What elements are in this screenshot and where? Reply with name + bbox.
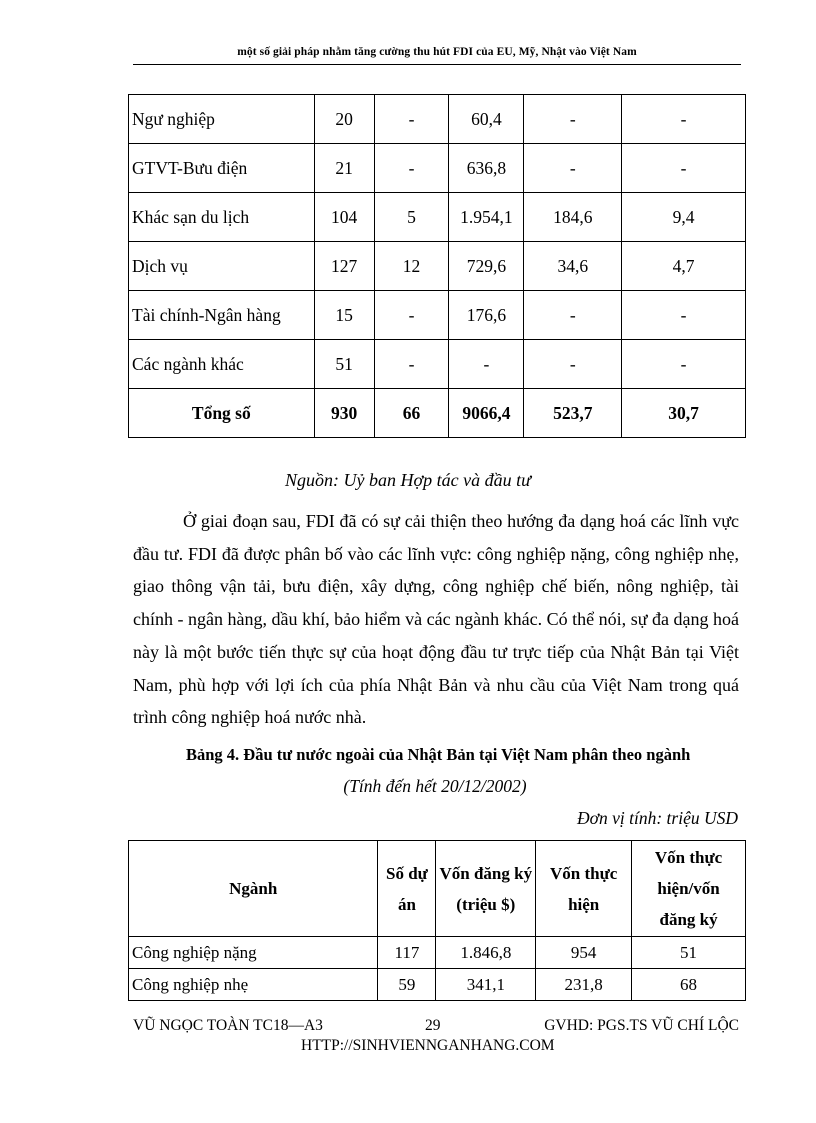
cell: 4,7: [622, 242, 746, 291]
cell: 1.846,8: [436, 937, 536, 969]
sector-table-continued: [128, 94, 746, 438]
cell: -: [524, 95, 622, 144]
cell: -: [374, 95, 449, 144]
cell: 51: [314, 340, 374, 389]
sector-name: Ngư nghiệp: [129, 95, 315, 144]
page-header: một số giải pháp nhằm tăng cường thu hút FDI của EU, Mỹ, Nhật vào Việt Nam: [237, 46, 637, 58]
cell: 523,7: [524, 389, 622, 438]
cell: 117: [378, 937, 436, 969]
cell: -: [524, 291, 622, 340]
footer-author: VŨ NGỌC TOÀN TC18—A3: [133, 1017, 323, 1034]
cell: -: [374, 291, 449, 340]
table-row: [129, 144, 746, 193]
cell: -: [622, 340, 746, 389]
col-header-projects: Số dự án: [378, 841, 436, 937]
cell: 5: [374, 193, 449, 242]
table-subtitle: (Tính đến hết 20/12/2002): [343, 776, 527, 796]
total-row: [129, 389, 746, 438]
cell: 9066,4: [449, 389, 524, 438]
table-row: [129, 937, 746, 969]
cell: 60,4: [449, 95, 524, 144]
cell: 636,8: [449, 144, 524, 193]
cell: -: [622, 144, 746, 193]
sector-name: Khác sạn du lịch: [129, 193, 315, 242]
cell: -: [374, 340, 449, 389]
cell: -: [524, 340, 622, 389]
unit-note: Đơn vị tính: triệu USD: [577, 808, 738, 828]
cell: 104: [314, 193, 374, 242]
cell: -: [374, 144, 449, 193]
cell: 9,4: [622, 193, 746, 242]
cell: 729,6: [449, 242, 524, 291]
sector-name: Các ngành khác: [129, 340, 315, 389]
sector-name: Công nghiệp nhẹ: [129, 969, 378, 1001]
cell: -: [622, 291, 746, 340]
cell: 184,6: [524, 193, 622, 242]
page-number: 29: [425, 1017, 441, 1034]
cell: 341,1: [436, 969, 536, 1001]
table-row: [129, 291, 746, 340]
cell: 930: [314, 389, 374, 438]
cell: 34,6: [524, 242, 622, 291]
japan-fdi-by-sector-table: [128, 840, 746, 1001]
table-row: [129, 340, 746, 389]
table-row: [129, 242, 746, 291]
cell: 15: [314, 291, 374, 340]
footer-advisor: GVHD: PGS.TS VŨ CHÍ LỘC: [544, 1017, 739, 1034]
cell: 20: [314, 95, 374, 144]
cell: 231,8: [536, 969, 632, 1001]
sector-name: GTVT-Bưu điện: [129, 144, 315, 193]
cell: -: [622, 95, 746, 144]
sector-name: Tài chính-Ngân hàng: [129, 291, 315, 340]
cell: 127: [314, 242, 374, 291]
table-row: [129, 969, 746, 1001]
header-divider: [133, 64, 741, 65]
cell: 1.954,1: [449, 193, 524, 242]
cell: 954: [536, 937, 632, 969]
cell: -: [524, 144, 622, 193]
cell: 21: [314, 144, 374, 193]
footer-url: HTTP://SINHVIENNGANHANG.COM: [301, 1037, 555, 1054]
col-header-ratio: Vốn thực hiện/vốn đăng ký: [632, 841, 746, 937]
source-note: Nguồn: Uỷ ban Hợp tác và đầu tư: [285, 470, 531, 490]
cell: 66: [374, 389, 449, 438]
col-header-sector: Ngành: [129, 841, 378, 937]
cell: 12: [374, 242, 449, 291]
cell: 51: [632, 937, 746, 969]
cell: 68: [632, 969, 746, 1001]
cell: 30,7: [622, 389, 746, 438]
table-row: [129, 95, 746, 144]
body-paragraph: Ở giai đoạn sau, FDI đã có sự cải thiện theo hướng đa dạng hoá các lĩnh vực đầu tư. FDI đã được phân bố vào các lĩnh vực: công nghiệp nặng, công nghiệp nhẹ, giao thông vận tải, bưu điện, xây dựng, công nghiệp chế biến, nông nghiệp, tài chính - ngân hàng, dầu khí, bảo hiểm và các ngành khác. Có thể nói, sự đa dạng hoá này là một bước tiến thực sự của hoạt động đầu tư trực tiếp của Nhật Bản tại Việt Nam, phù hợp với lợi ích của phía Nhật Bản và nhu cầu của Việt Nam trong quá trình công nghiệp hoá nước nhà.: [133, 511, 739, 728]
col-header-registered: Vốn đăng ký (triệu $): [436, 841, 536, 937]
total-label: Tổng số: [129, 389, 315, 438]
cell: -: [449, 340, 524, 389]
cell: 59: [378, 969, 436, 1001]
table-title: Bảng 4. Đầu tư nước ngoài của Nhật Bản tại Việt Nam phân theo ngành: [186, 745, 691, 764]
header-row: [129, 841, 746, 937]
cell: 176,6: [449, 291, 524, 340]
sector-name: Dịch vụ: [129, 242, 315, 291]
sector-name: Công nghiệp nặng: [129, 937, 378, 969]
table-row: [129, 193, 746, 242]
col-header-implemented: Vốn thực hiện: [536, 841, 632, 937]
